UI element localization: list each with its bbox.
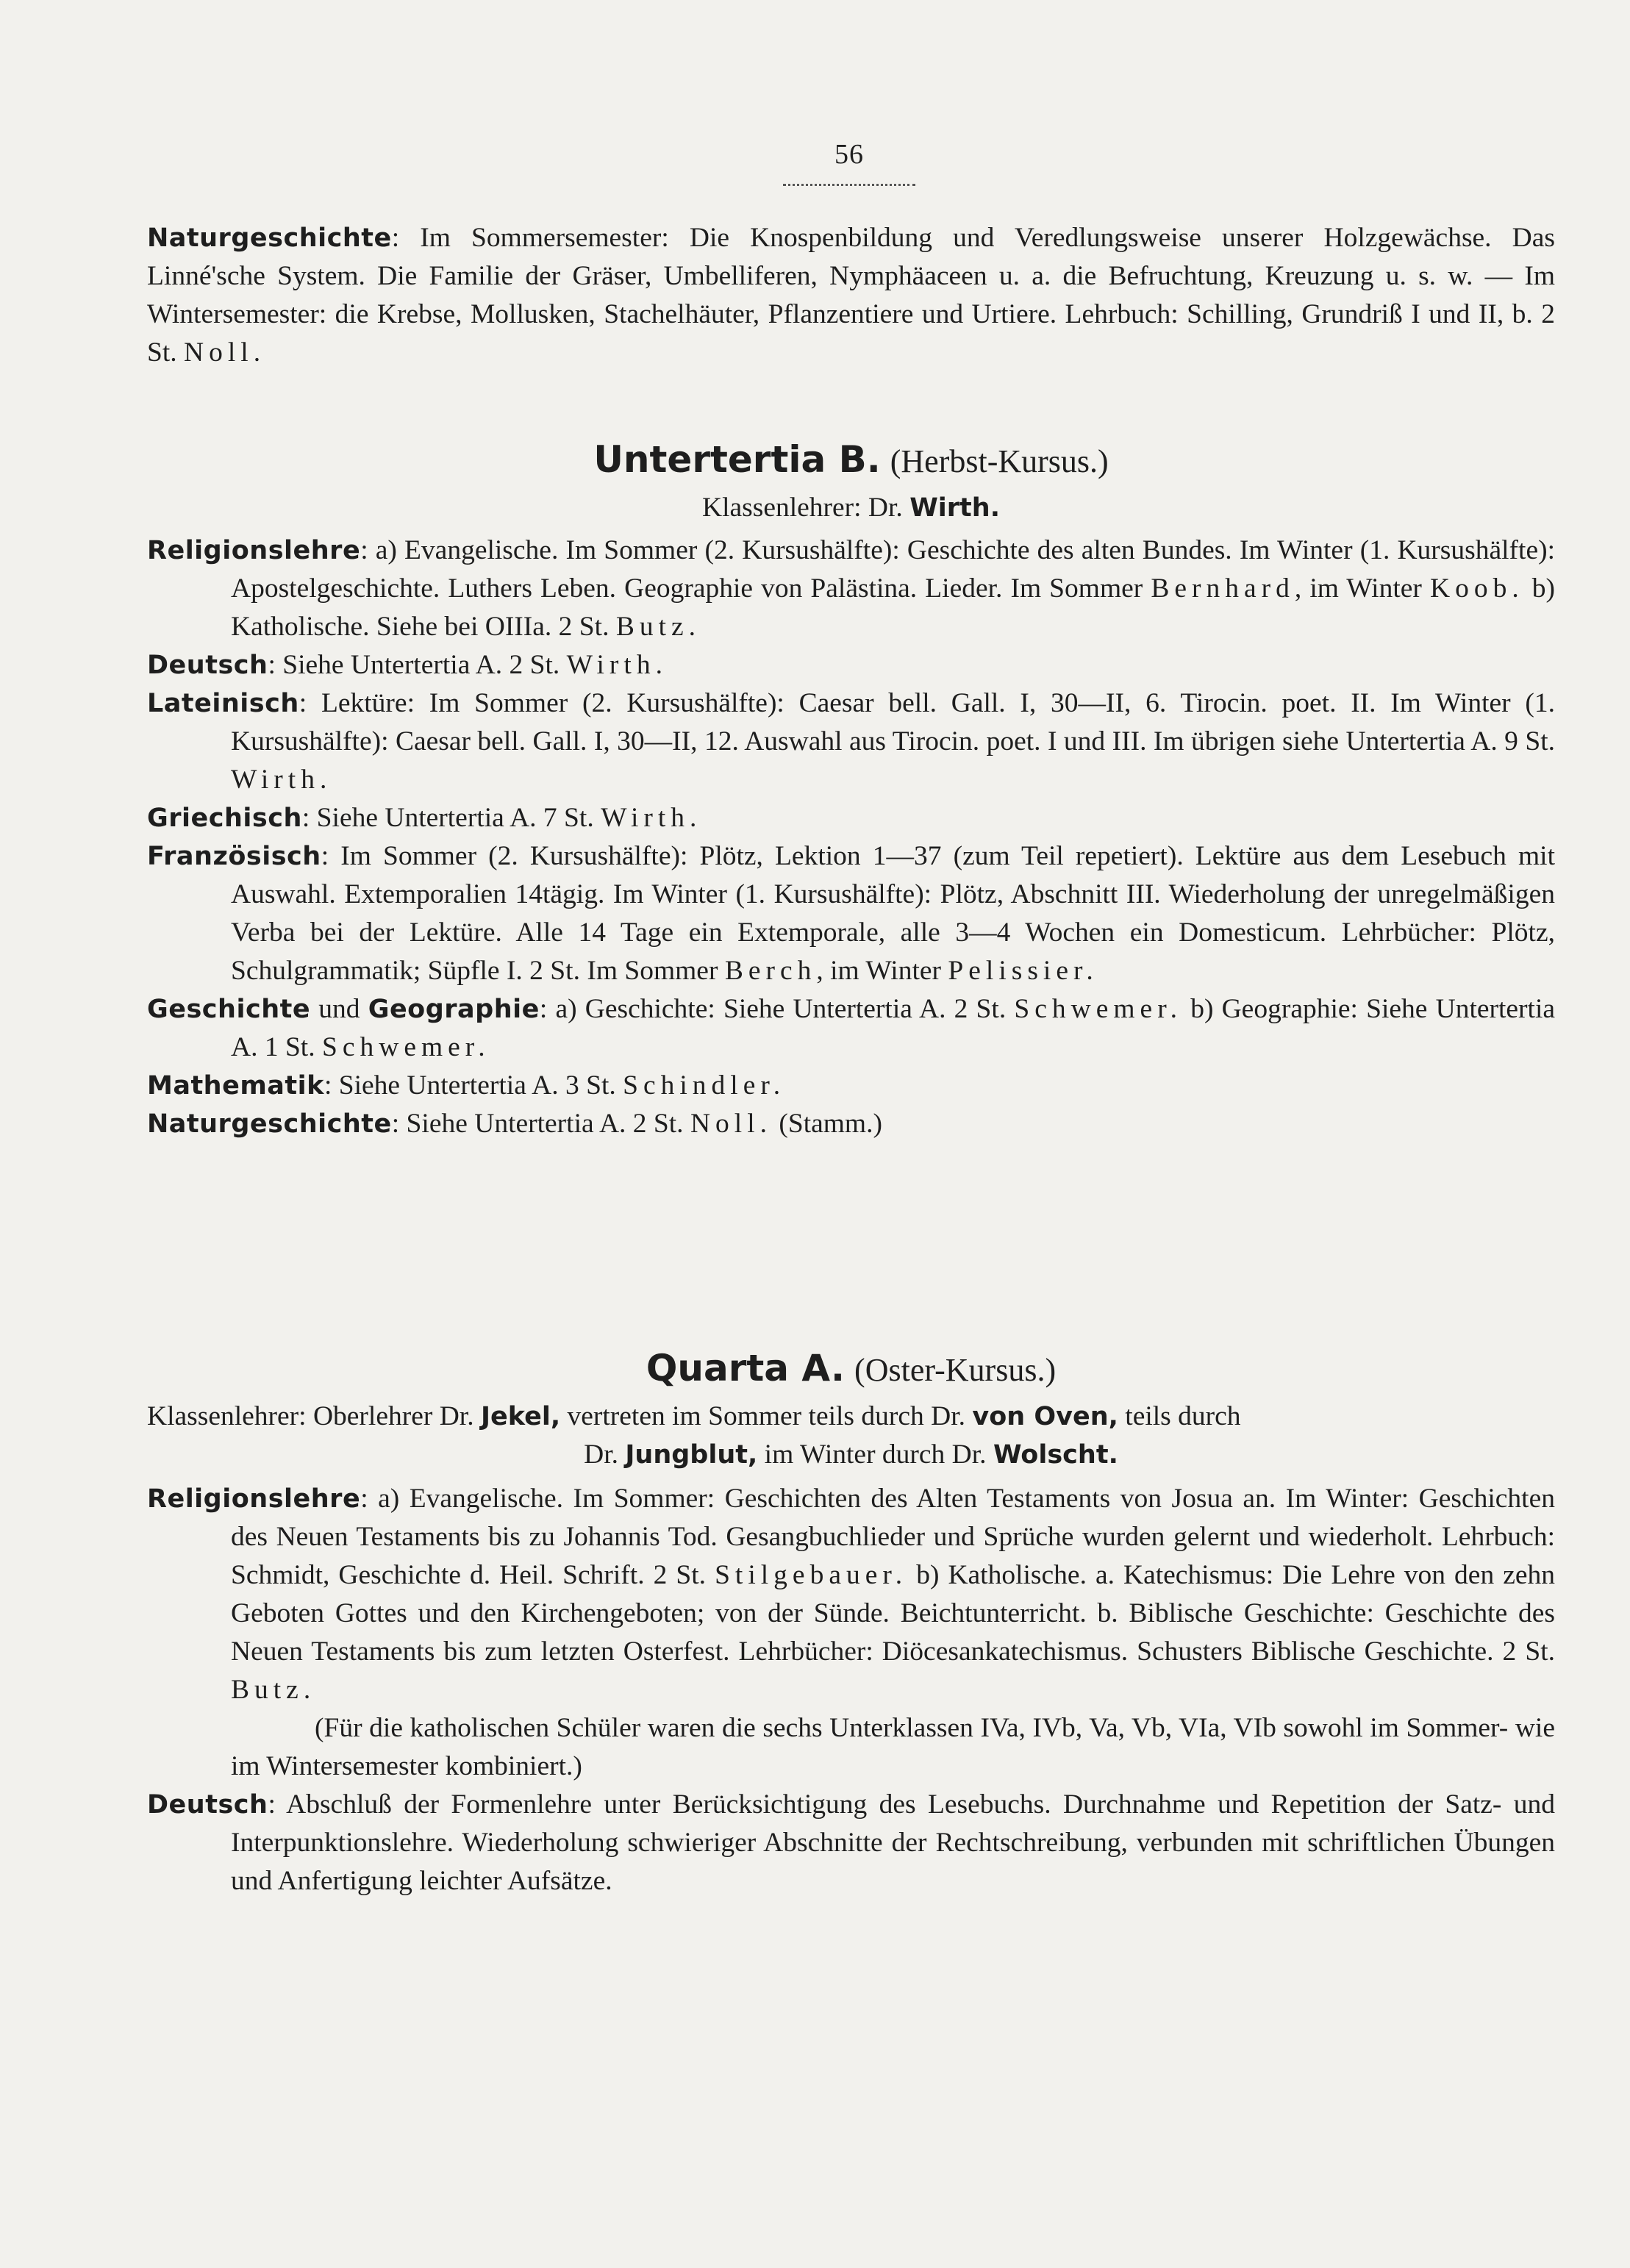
subject-religionslehre — [147, 1480, 1555, 1709]
paragraph-text: b) Geographie: Siehe Untertertia A. 1 St. — [231, 994, 1556, 1062]
paragraph-text: : Im Sommersemester: Die Knospenbildung und Veredlungsweise unserer Holzgewächse. Das Linné'sche System. Die Familie der Gräser, Umbelliferen, Nymphäaceen u. a. die Befruchtung, Kreuzung u. s. w. — Im Wintersemester: die Krebse, Mollusken, Stachelhäuter, Pflanzentiere und Urtiere. Lehrbuch: Schilling, Grundriß I und II, b. 2 St. — [147, 223, 1555, 368]
note-paragraph — [147, 1709, 1555, 1786]
class-name: Quarta A. — [646, 1347, 846, 1389]
teacher-name: Butz. — [615, 612, 701, 642]
teacher-name: Wirth. — [601, 803, 702, 833]
subject-heading: Französisch — [147, 842, 321, 871]
paragraph-naturgeschichte — [147, 219, 1555, 372]
conjunction: und — [318, 994, 360, 1024]
paragraph-text: vertreten im Sommer teils durch Dr. — [567, 1401, 966, 1431]
class-teacher-line — [147, 489, 1555, 527]
paragraph-text: Dr. — [584, 1439, 618, 1470]
subject-heading: Geschichte — [147, 995, 311, 1024]
paragraph-text: , im Winter — [816, 956, 942, 986]
class-teacher-line-2 — [147, 1436, 1555, 1474]
teacher-name: Wolscht. — [993, 1440, 1118, 1470]
subject-griechisch — [147, 799, 1555, 837]
subject-heading: Lateinisch — [147, 689, 299, 718]
subject-deutsch — [147, 1786, 1555, 1900]
teacher-name: Bernhard — [1151, 573, 1295, 604]
section-naturgeschichte-continued — [147, 219, 1555, 372]
teacher-name: Jungblut, — [625, 1440, 758, 1470]
teacher-name: Schwemer. — [1014, 994, 1182, 1024]
course-label: (Herbst-Kursus.) — [890, 443, 1109, 479]
paragraph-text: b) Katholische. a. Katechismus: Die Lehre von den zehn Geboten Gottes und den Kirchengeboten; von der Sünde. Beichtunterricht. b. Biblische Geschichte: Geschichte des Neuen Testaments bis zum letzten Osterfest. Lehrbücher: Diöcesankatechismus. Schusters Biblische Geschichte. 2 St. — [231, 1560, 1556, 1667]
teacher-name: Butz. — [231, 1675, 316, 1705]
teacher-name: Koob. — [1429, 573, 1524, 604]
teacher-name: Jekel, — [480, 1402, 561, 1431]
subject-heading: Religionslehre — [147, 536, 361, 565]
class-name: Untertertia B. — [593, 438, 881, 481]
teacher-name: Wirth. — [231, 765, 332, 795]
teacher-name: Pelissier. — [948, 956, 1098, 986]
page-number-ornament — [783, 176, 915, 186]
class-title — [147, 1342, 1555, 1396]
subject-heading: Naturgeschichte — [147, 223, 392, 253]
subject-heading: Deutsch — [147, 651, 268, 680]
subject-heading: Religionslehre — [147, 1484, 361, 1514]
subject-religionslehre — [147, 532, 1555, 646]
section-quarta-a — [147, 1342, 1555, 1900]
subject-lateinisch — [147, 684, 1555, 799]
paragraph-text: im Winter durch Dr. — [764, 1439, 987, 1470]
teacher-name: Noll. — [184, 337, 266, 368]
subject-heading: Mathematik — [147, 1071, 324, 1101]
paragraph-text: b) Katholische. Siehe bei OIIIa. 2 St. — [231, 573, 1556, 642]
paragraph-text: : Im Sommer (2. Kursushälfte): Plötz, Lektion 1—37 (zum Teil repetiert). Lektüre aus dem Lesebuch mit Auswahl. Extemporalien 14tägig. Im Winter (1. Kursushälfte): Plötz, Abschnitt III. Wiederholung der unregelmäßigen Verba bei der Lektüre. Alle 14 Tage ein Extemporale, alle 3—4 Wochen ein Domesticum. Lehrbücher: Plötz, Schulgrammatik; Süpfle I. 2 St. Im Sommer — [231, 841, 1555, 986]
subject-heading: Naturgeschichte — [147, 1109, 392, 1139]
subject-naturgeschichte — [147, 1105, 1555, 1143]
paragraph-text: : a) Geschichte: Siehe Untertertia A. 2 St. — [539, 994, 1007, 1024]
subject-mathematik — [147, 1067, 1555, 1105]
note-text: (Stamm.) — [779, 1109, 882, 1139]
class-teacher-label: Klassenlehrer: Dr. — [701, 493, 903, 523]
paragraph-text: : Siehe Untertertia A. 2 St. — [268, 650, 560, 680]
class-teacher-line — [147, 1398, 1555, 1436]
teacher-name: von Oven, — [972, 1402, 1118, 1431]
teacher-name: Noll. — [690, 1109, 772, 1139]
paragraph-text: : a) Evangelische. Im Sommer (2. Kursushälfte): Geschichte des alten Bundes. Im Winter (1. Kursushälfte): Apostelgeschichte. Luthers Leben. Geographie von Palästina. Lieder. Im Sommer — [231, 535, 1555, 604]
teacher-name: Schwemer. — [321, 1032, 490, 1062]
paragraph-text: , im Winter — [1294, 573, 1422, 604]
teacher-name: Berch — [724, 956, 817, 986]
teacher-name: Stilgebauer. — [715, 1560, 908, 1590]
paragraph-text: : Siehe Untertertia A. 7 St. — [301, 803, 594, 833]
note-text: (Für die katholischen Schüler waren die sechs Unterklassen IVa, IVb, Va, Vb, VIa, VIb sowohl im Sommer- wie im Wintersemester kombiniert.) — [231, 1713, 1555, 1781]
subject-heading: Geographie — [368, 995, 540, 1024]
paragraph-text: : Lektüre: Im Sommer (2. Kursushälfte): Caesar bell. Gall. I, 30—II, 6. Tirocin. poet. II. Im Winter (1. Kursushälfte): Caesar bell. Gall. I, 30—II, 12. Auswahl aus Tirocin. poet. I und III. Im übrigen siehe Untertertia A. 9 St. — [231, 688, 1555, 756]
teacher-name: Schindler. — [623, 1070, 786, 1101]
class-teacher-name: Wirth. — [909, 493, 1000, 523]
paragraph-text: : Siehe Untertertia A. 3 St. — [324, 1070, 616, 1101]
paragraph-text: : Siehe Untertertia A. 2 St. — [391, 1109, 684, 1139]
paragraph-text: : Abschluß der Formenlehre unter Berücksichtigung des Lesebuchs. Durchnahme und Repetition der Satz- und Interpunktionslehre. Wiederholung schwieriger Abschnitte der Rechtschreibung, verbunden mit schriftlichen Übungen und Anfertigung leichter Aufsätze. — [231, 1789, 1555, 1896]
section-untertertia-b — [147, 434, 1555, 1143]
teacher-name: Wirth. — [566, 650, 668, 680]
subject-geschichte-geographie — [147, 990, 1555, 1067]
subject-franzoesisch — [147, 837, 1555, 990]
class-title — [147, 434, 1555, 487]
subject-heading: Deutsch — [147, 1790, 268, 1820]
course-label: (Oster-Kursus.) — [854, 1352, 1057, 1388]
paragraph-text: teils durch — [1125, 1401, 1241, 1431]
class-teacher-label: Klassenlehrer: Oberlehrer Dr. — [147, 1401, 474, 1431]
paragraph-text: : a) Evangelische. Im Sommer: Geschichten des Alten Testaments von Josua an. Im Winter: Geschichten des Neuen Testaments bis zu Johannis Tod. Gesangbuchlieder und Sprüche wurden gelernt und wiederholt. Lehrbuch: Schmidt, Geschichte d. Heil. Schrift. 2 St. — [231, 1484, 1555, 1590]
subject-deutsch — [147, 646, 1555, 684]
page-number: 56 — [834, 139, 864, 170]
subject-heading: Griechisch — [147, 804, 302, 833]
